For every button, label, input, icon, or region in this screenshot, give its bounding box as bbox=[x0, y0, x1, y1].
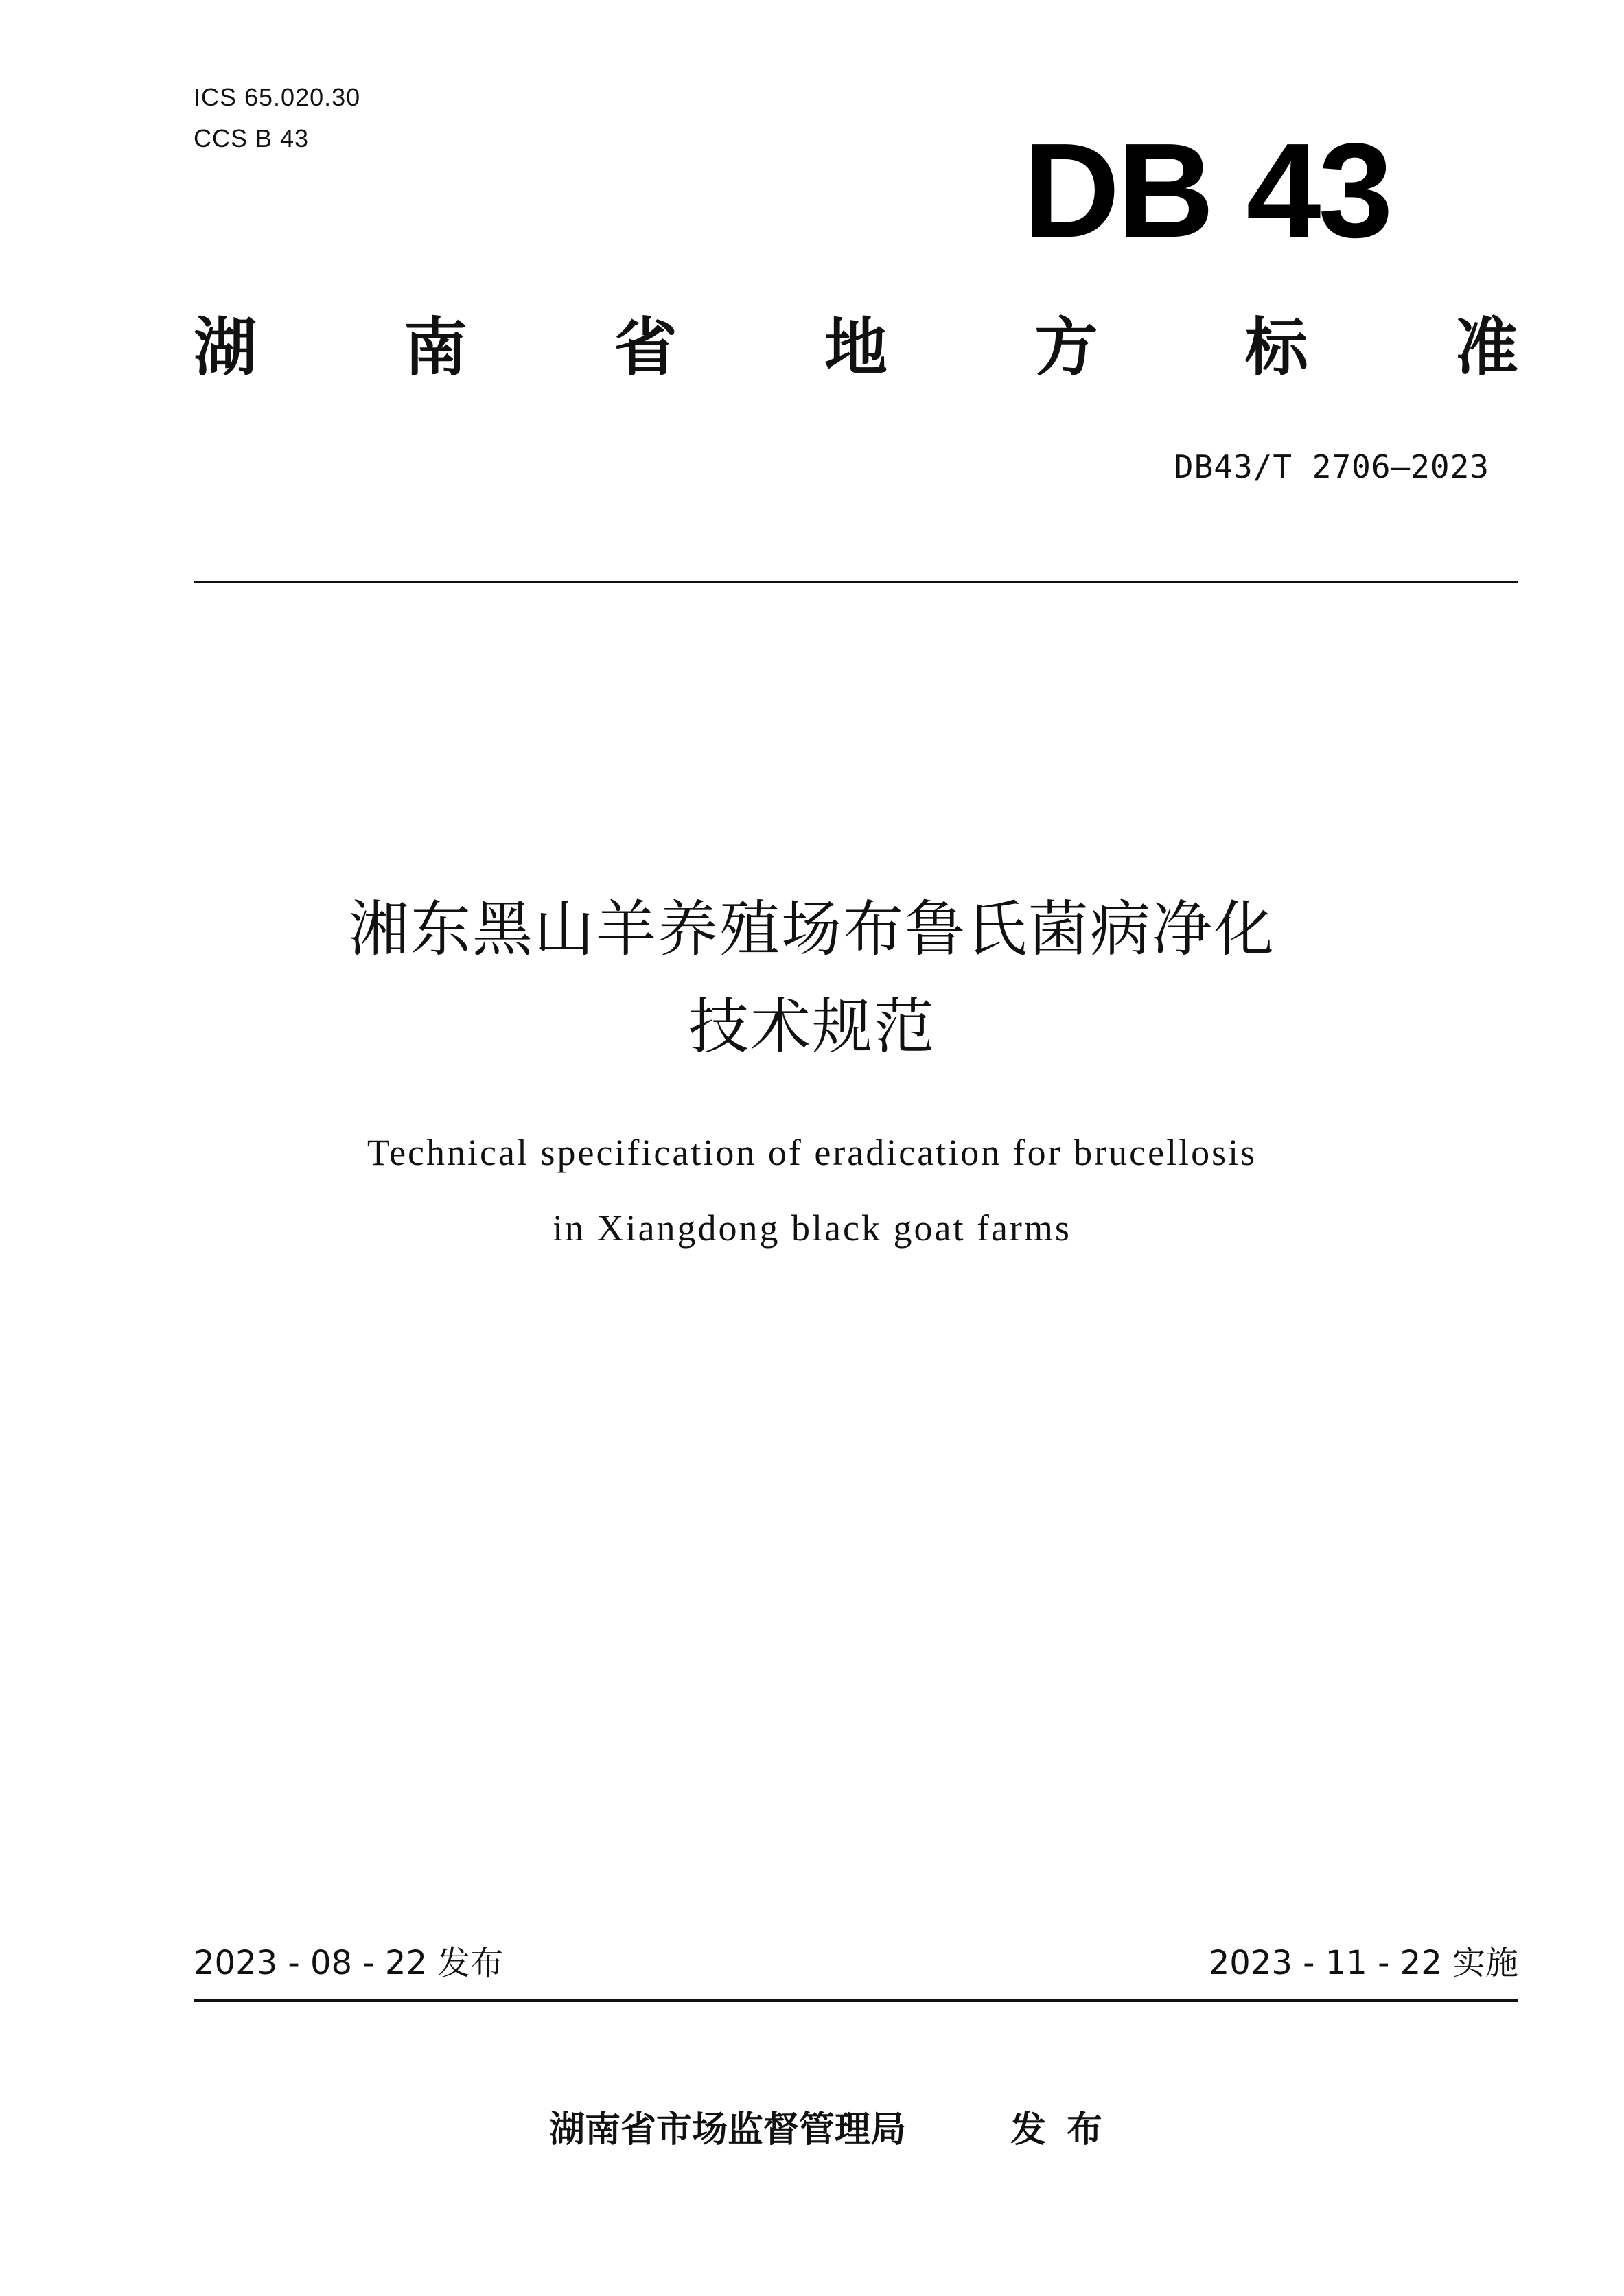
standard-type-heading bbox=[194, 310, 1518, 386]
standard-type-char: 方 bbox=[1034, 311, 1098, 384]
issue-date: 2023 - 08 - 22 发布 bbox=[194, 1944, 504, 1982]
db43-logo: DB 43 bbox=[1023, 115, 1391, 266]
ccs-code: CCS B 43 bbox=[194, 124, 310, 152]
chinese-title-line-1: 湘东黑山羊养殖场布鲁氏菌病净化 bbox=[348, 894, 1275, 964]
top-divider bbox=[194, 581, 1518, 583]
bottom-divider bbox=[194, 1999, 1518, 2002]
standard-type-char: 地 bbox=[824, 311, 888, 384]
standard-type-char: 标 bbox=[1244, 311, 1308, 384]
implementation-date: 2023 - 11 - 22 实施 bbox=[1208, 1944, 1518, 1982]
standard-type-char: 准 bbox=[1454, 311, 1518, 384]
standard-type-char: 南 bbox=[404, 311, 467, 384]
english-title-line-2: in Xiangdong black goat farms bbox=[553, 1207, 1071, 1249]
english-title-line-1: Technical specification of eradication for brucellosis bbox=[367, 1132, 1257, 1173]
standard-number: DB43/T 2706—2023 bbox=[1174, 448, 1489, 485]
ics-code: ICS 65.020.30 bbox=[194, 83, 361, 111]
chinese-title-line-2: 技术规范 bbox=[688, 991, 936, 1062]
standard-type-char: 省 bbox=[614, 311, 677, 384]
publish-label: 发布 bbox=[1010, 2109, 1124, 2150]
standard-type-char: 湖 bbox=[194, 311, 257, 384]
publisher-name: 湖南省市场监督管理局 bbox=[549, 2109, 907, 2150]
classification-codes bbox=[194, 77, 360, 159]
